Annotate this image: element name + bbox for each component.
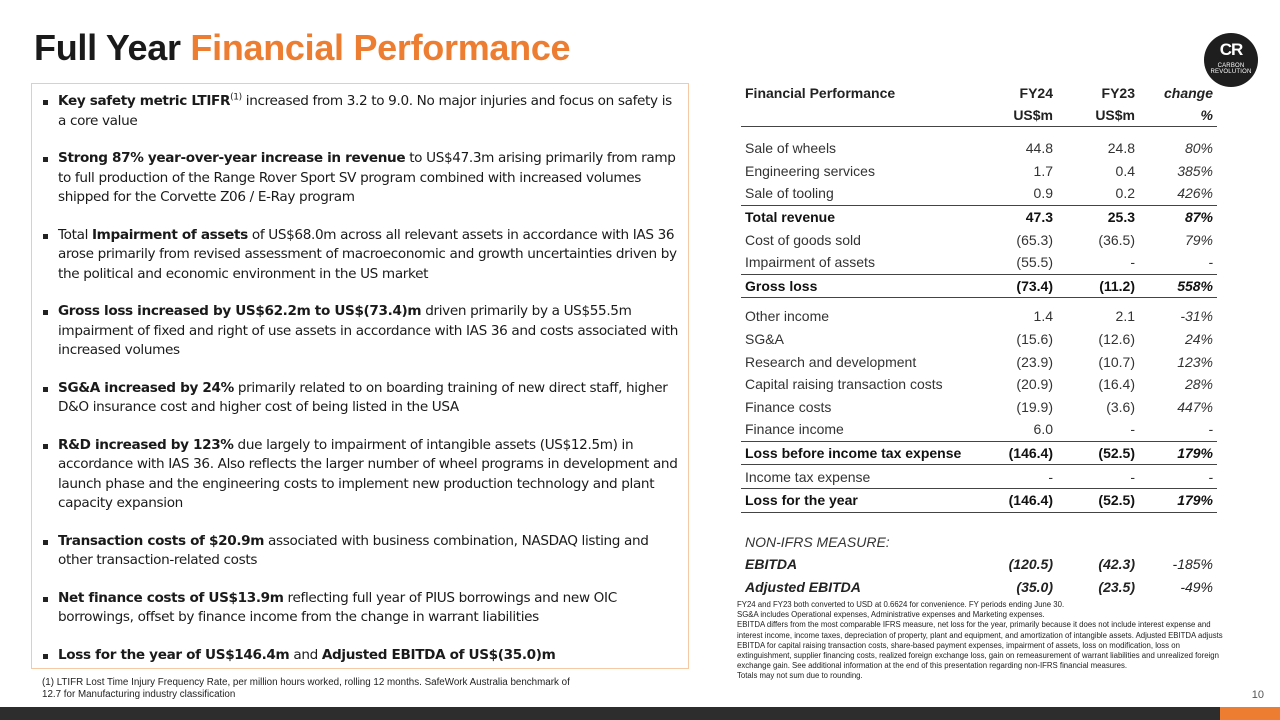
spacer-row: [741, 512, 1217, 531]
row-fy24: 47.3: [975, 205, 1057, 228]
header-fy23: FY23: [1101, 85, 1135, 101]
row-fy23: (3.6): [1106, 398, 1135, 415]
bullet-bold: Net finance costs of US$13.9m: [58, 589, 284, 606]
row-change: 179%: [1139, 441, 1217, 465]
table-note: SG&A includes Operational expenses, Administrative expenses and Marketing expenses.: [737, 610, 1045, 620]
financial-performance-table: [741, 82, 1217, 598]
row-fy24: (73.4): [975, 274, 1057, 298]
row-fy23: -: [1130, 254, 1135, 271]
table-subheader-row: [741, 104, 1217, 127]
subheader-change: %: [1139, 104, 1217, 127]
row-label: Adjusted EBITDA: [745, 578, 861, 595]
bullet-transaction-costs: [58, 532, 678, 571]
table-row-ebitda: [741, 553, 1217, 576]
row-label: Research and development: [745, 353, 917, 370]
table-row: [741, 418, 1217, 441]
row-label: EBITDA: [745, 556, 798, 573]
highlights-box: [31, 83, 689, 669]
row-fy24: -: [1048, 468, 1053, 485]
bullet-bold: Key safety metric LTIFR: [58, 93, 231, 109]
row-fy24: (23.9): [1016, 353, 1053, 370]
header-label: Financial Performance: [745, 85, 896, 101]
table-row: [741, 373, 1217, 396]
footer-bar: [0, 707, 1280, 720]
table-row: [741, 182, 1217, 205]
row-change: 179%: [1139, 488, 1217, 512]
row-label: Income tax expense: [745, 468, 871, 485]
row-fy23: (23.5): [1098, 578, 1135, 595]
row-change: 79%: [1184, 231, 1213, 248]
bullet-bold: Transaction costs of $20.9m: [58, 532, 265, 549]
non-ifrs-title-row: [741, 531, 1217, 554]
bullet-text: associated with business combination, NASDAQ listing and other transaction-related costs: [58, 532, 649, 568]
row-fy24: (146.4): [975, 441, 1057, 465]
row-fy24: 6.0: [1033, 421, 1053, 438]
bullet-bold: Gross loss increased by US$62.2m to US$(73.4)m: [58, 303, 422, 319]
row-fy24: 1.4: [1033, 308, 1053, 325]
row-change: -: [1208, 254, 1213, 271]
bullet-text: due largely to impairment of intangible assets (US$12.5m) in accordance with IAS 36. Also reflects the larger number of wheel programs in development and launch phase and the engineering costs to implement new production technology and plant capacity expansion: [58, 436, 678, 511]
logo-text: CARBON REVOLUTION: [1210, 63, 1252, 75]
row-change: -: [1208, 468, 1213, 485]
row-label: Loss for the year: [741, 488, 975, 512]
bullet-loss: [58, 646, 678, 666]
row-fy23: (16.4): [1098, 376, 1135, 393]
row-fy23: (42.3): [1098, 556, 1135, 573]
header-change: change: [1163, 85, 1213, 101]
row-fy23: 0.2: [1115, 185, 1135, 202]
row-fy24: (55.5): [1016, 254, 1053, 271]
row-change: 558%: [1139, 274, 1217, 298]
row-change: 385%: [1177, 162, 1213, 179]
bullet-revenue: [58, 149, 678, 208]
row-label: Cost of goods sold: [745, 231, 861, 248]
bullet-finance-costs: [58, 589, 678, 628]
footnote: (1) LTIFR Lost Time Injury Frequency Rate, per million hours worked, rolling 12 months. SafeWork Australia benchmark of 12.7 for Manufacturing industry classification: [42, 677, 570, 700]
bullet-text: reflecting full year of PIUS borrowings and new OIC borrowings, offset by finance income from the change in warrant liabilities: [58, 589, 617, 625]
row-change: 426%: [1177, 185, 1213, 202]
spacer-row: [741, 127, 1217, 138]
row-fy24: (65.3): [1016, 231, 1053, 248]
bullet-text: primarily related to on boarding training of new direct staff, higher D&O insurance cost and higher cost of being listed in the USA: [58, 379, 668, 415]
table-row-total-revenue: [741, 205, 1217, 228]
row-change: -49%: [1180, 578, 1213, 595]
bullet-text: of US$68.0m across all relevant assets in accordance with IAS 36 arose primarily from revised assessment of macroeconomic and growth uncertainties driven by the political and economic environment in the US market: [58, 226, 677, 282]
row-label: Sale of wheels: [745, 140, 837, 157]
bullet-bold: SG&A increased by 24%: [58, 379, 234, 396]
row-fy23: -: [1130, 468, 1135, 485]
row-fy23: 25.3: [1057, 205, 1139, 228]
table-row-loss-for-year: [741, 488, 1217, 512]
header-fy24: FY24: [1019, 85, 1053, 101]
row-label: Sale of tooling: [745, 185, 834, 202]
row-fy23: (36.5): [1098, 231, 1135, 248]
row-fy23: 24.8: [1107, 140, 1135, 157]
row-fy23: (52.5): [1057, 441, 1139, 465]
row-label: SG&A: [745, 331, 784, 348]
bullet-gross-loss: [58, 302, 678, 361]
row-change: 24%: [1184, 331, 1213, 348]
row-change: 447%: [1177, 398, 1213, 415]
bullet-rnd: [58, 436, 678, 514]
row-change: 123%: [1177, 353, 1213, 370]
row-label: Finance income: [745, 421, 844, 438]
table-note: FY24 and FY23 both converted to USD at 0.6624 for convenience. FY periods ending June 30.: [737, 600, 1065, 609]
row-fy24: (20.9): [1016, 376, 1053, 393]
bullet-impairment: [58, 226, 678, 285]
row-fy23: (10.7): [1098, 353, 1135, 370]
row-fy23: (12.6): [1098, 331, 1135, 348]
table-row: [741, 396, 1217, 419]
title-black: Full Year: [34, 27, 181, 68]
row-fy24: 1.7: [1033, 162, 1053, 179]
row-change: 87%: [1139, 205, 1217, 228]
bullet-bold: Impairment of assets: [91, 226, 248, 243]
bullet-text: and: [289, 646, 322, 663]
table-row: [741, 137, 1217, 160]
table-row: [741, 350, 1217, 373]
title-orange: Financial Performance: [190, 27, 571, 68]
bullet-bold: Strong 87% year-over-year increase in revenue: [58, 150, 406, 166]
subheader-fy24: US$m: [975, 104, 1057, 127]
bullet-text: increased from 3.2 to 9.0. No major injuries and focus on safety is a core value: [58, 93, 672, 129]
row-fy24: 0.9: [1033, 185, 1053, 202]
bullet-ltifr: [58, 92, 678, 131]
table-row: [741, 160, 1217, 183]
subheader-label: [741, 104, 975, 127]
bullet-sga: [58, 379, 678, 418]
row-change: -: [1208, 421, 1213, 438]
subheader-fy23: US$m: [1057, 104, 1139, 127]
table-note: EBITDA differs from the most comparable IFRS measure, net loss for the year, primarily because it does not include interest expense and interest income, income taxes, depreciation of property, plant and equipment, and amortization of intangible assets. Adjusted EBITDA adjusts EBITDA for capital raising transaction costs, share-based payment expenses, impairment of assets, loss on modification, loss on extinguishment, supplier financing costs, realized foreign exchange loss, gain on remeasurement of warrant liabilities and unrealized foreign exchange gain. See additional information at the end of this presentation regarding non-IFRS financial measures.: [737, 620, 1223, 671]
row-fy24: (35.0): [1016, 578, 1053, 595]
table-notes: [737, 600, 1227, 682]
table-note: Totals may not sum due to rounding.: [737, 671, 863, 681]
table-row: [741, 328, 1217, 351]
row-fy24: 44.8: [1025, 140, 1053, 157]
row-fy23: (11.2): [1057, 274, 1139, 298]
row-fy24: (146.4): [975, 488, 1057, 512]
page-number: 10: [1251, 689, 1264, 701]
row-fy23: 2.1: [1115, 308, 1135, 325]
row-label: Finance costs: [745, 398, 832, 415]
row-label: Impairment of assets: [745, 254, 875, 271]
row-change: -31%: [1180, 308, 1213, 325]
row-change: -185%: [1172, 556, 1213, 573]
row-fy24: (15.6): [1016, 331, 1053, 348]
row-fy23: (52.5): [1057, 488, 1139, 512]
row-label: Capital raising transaction costs: [745, 376, 943, 393]
row-label: Total revenue: [741, 205, 975, 228]
row-label: Other income: [745, 308, 830, 325]
footer-accent: [1220, 707, 1280, 720]
table-row: [741, 251, 1217, 274]
row-fy24: (120.5): [1008, 556, 1053, 573]
table-row-gross-loss: [741, 274, 1217, 298]
bullet-text: to US$47.3m arising primarily from ramp to full production of the Range Rover Sport SV program combined with increased volumes shipped for the Corvette Z06 / E-Ray program: [58, 150, 676, 205]
bullet-pre: Total: [58, 226, 92, 243]
bullet-bold: R&D increased by 123%: [58, 436, 234, 453]
table-header-row: [741, 82, 1217, 104]
carbon-revolution-logo: [1204, 33, 1258, 87]
row-fy24: (19.9): [1016, 398, 1053, 415]
table-row: [741, 228, 1217, 251]
logo-mark: CR: [1219, 40, 1243, 59]
row-fy23: -: [1130, 421, 1135, 438]
non-ifrs-title: NON-IFRS MEASURE:: [745, 533, 890, 550]
bullet-text: driven primarily by a US$55.5m impairment of fixed and right of use assets in accordance with IAS 36 and costs associated with increased volumes: [58, 303, 679, 358]
row-change: 28%: [1184, 376, 1213, 393]
table-row: [741, 465, 1217, 489]
bullet-bold-2: Adjusted EBITDA of US$(35.0)m: [321, 646, 556, 663]
table-row: [741, 305, 1217, 328]
page-title: [34, 26, 570, 70]
bullet-bold: Loss for the year of US$146.4m: [58, 646, 290, 663]
row-label: Engineering services: [745, 162, 875, 179]
row-fy23: 0.4: [1115, 162, 1135, 179]
table-row-loss-before-tax: [741, 441, 1217, 465]
spacer-row: [741, 298, 1217, 306]
footnote-ref: (1): [230, 92, 242, 103]
row-label: Loss before income tax expense: [741, 441, 975, 465]
table-row-adjusted-ebitda: [741, 576, 1217, 599]
row-change: 80%: [1184, 140, 1213, 157]
row-label: Gross loss: [741, 274, 975, 298]
